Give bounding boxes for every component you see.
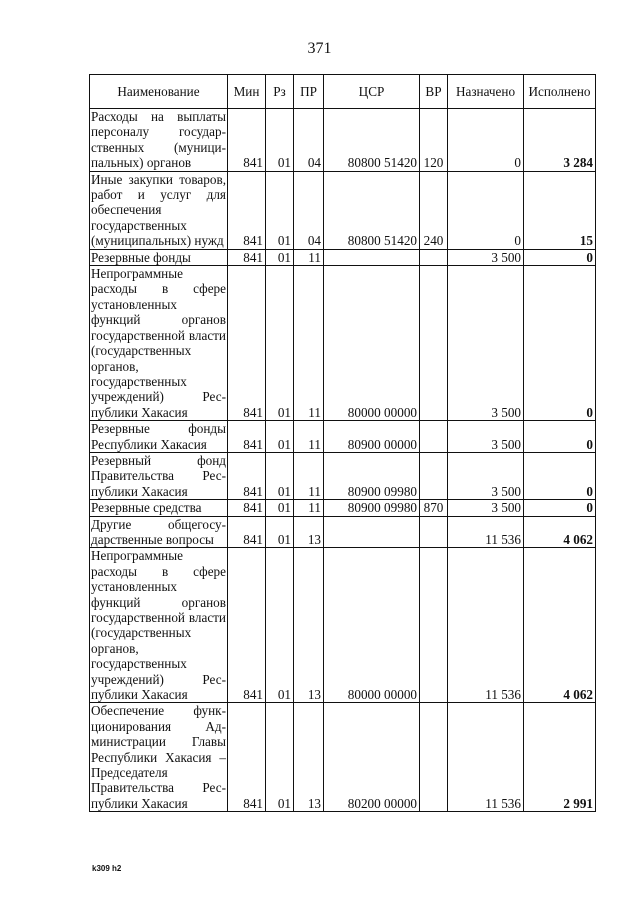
row-done: 4 062 [524,548,596,703]
row-min: 841 [228,548,266,703]
row-csr: 80800 51420 [324,171,420,249]
row-min: 841 [228,249,266,265]
table-row [90,452,596,499]
row-vr [420,266,448,421]
row-vr: 870 [420,500,448,516]
row-min: 841 [228,500,266,516]
row-done: 0 [524,500,596,516]
row-csr [324,516,420,548]
row-assigned: 11 536 [448,703,524,812]
row-name: Резервный фонд Правительства Республики Хакасия [91,452,226,499]
row-min: 841 [228,266,266,421]
row-rz: 01 [266,421,294,453]
row-done: 2 991 [524,703,596,812]
row-rz: 01 [266,109,294,172]
row-name: Обеспечение функционирования Администрации Главы Республики Хакасия – Председателя Правительства Республики Хакасия [91,703,226,811]
row-assigned: 3 500 [448,421,524,453]
row-name: Иные закупки товаров, работ и услуг для обеспечения государственных (муниципальных) нужд [91,171,226,249]
table-row [90,266,596,421]
row-assigned: 11 536 [448,548,524,703]
row-pr: 11 [294,452,324,499]
row-pr: 04 [294,109,324,172]
row-rz: 01 [266,703,294,812]
row-rz: 01 [266,548,294,703]
table-row [90,516,596,548]
row-csr: 80000 00000 [324,548,420,703]
row-done: 3 284 [524,109,596,172]
table-body [90,109,596,812]
header-rz: Рз [266,75,294,109]
row-assigned: 0 [448,171,524,249]
row-name: Непрограммные расходы в сфере установленных функций органов государственной власти (государственных органов, государственных учреждений) Республики Хакасия [91,548,226,703]
row-csr [324,249,420,265]
row-csr: 80900 09980 [324,500,420,516]
row-vr [420,703,448,812]
header-pr: ПР [294,75,324,109]
header-min: Мин [228,75,266,109]
row-pr: 13 [294,703,324,812]
header-csr: ЦСР [324,75,420,109]
table-row [90,421,596,453]
row-pr: 11 [294,266,324,421]
row-assigned: 3 500 [448,500,524,516]
header-done: Исполнено [524,75,596,109]
row-name: Другие общегосударственные вопросы [91,516,226,547]
row-rz: 01 [266,516,294,548]
row-name: Резервные средства [90,500,228,516]
row-assigned: 11 536 [448,516,524,548]
row-rz: 01 [266,249,294,265]
row-min: 841 [228,703,266,812]
row-done: 4 062 [524,516,596,548]
row-done: 0 [524,421,596,453]
row-min: 841 [228,452,266,499]
row-assigned: 3 500 [448,452,524,499]
row-rz: 01 [266,500,294,516]
row-vr [420,548,448,703]
header-assigned: Назначено [448,75,524,109]
row-csr: 80900 00000 [324,421,420,453]
table-row [90,109,596,172]
document-code: k309 h2 [92,864,122,873]
row-csr: 80000 00000 [324,266,420,421]
row-min: 841 [228,516,266,548]
row-pr: 11 [294,421,324,453]
row-pr: 13 [294,516,324,548]
row-vr [420,421,448,453]
row-min: 841 [228,421,266,453]
table-row [90,171,596,249]
row-min: 841 [228,109,266,172]
row-assigned: 0 [448,109,524,172]
row-vr: 240 [420,171,448,249]
header-name: Наименование [90,75,228,109]
row-done: 0 [524,266,596,421]
row-name: Расходы на выплаты персоналу государственных (муниципальных) органов [91,109,226,171]
row-pr: 11 [294,500,324,516]
row-vr [420,452,448,499]
page-number: 371 [307,40,332,57]
row-done: 0 [524,249,596,265]
table-row [90,548,596,703]
header-vr: ВР [420,75,448,109]
budget-table [89,74,596,812]
row-pr: 13 [294,548,324,703]
row-done: 0 [524,452,596,499]
row-pr: 04 [294,171,324,249]
table-row [90,249,596,265]
row-done: 15 [524,171,596,249]
row-vr [420,516,448,548]
row-min: 841 [228,171,266,249]
row-name: Резервные фонды Республики Хакасия [91,421,226,452]
row-assigned: 3 500 [448,266,524,421]
table-header-row [90,75,596,109]
table-row [90,703,596,812]
row-pr: 11 [294,249,324,265]
table-row [90,500,596,516]
row-assigned: 3 500 [448,249,524,265]
row-name: Резервные фонды [90,249,228,265]
row-vr [420,249,448,265]
row-name: Непрограммные расходы в сфере установленных функций органов государственной власти (государственных органов, государственных учреждений) Республики Хакасия [91,266,226,420]
row-vr: 120 [420,109,448,172]
row-csr: 80800 51420 [324,109,420,172]
row-rz: 01 [266,452,294,499]
row-rz: 01 [266,171,294,249]
row-rz: 01 [266,266,294,421]
row-csr: 80200 00000 [324,703,420,812]
row-csr: 80900 09980 [324,452,420,499]
